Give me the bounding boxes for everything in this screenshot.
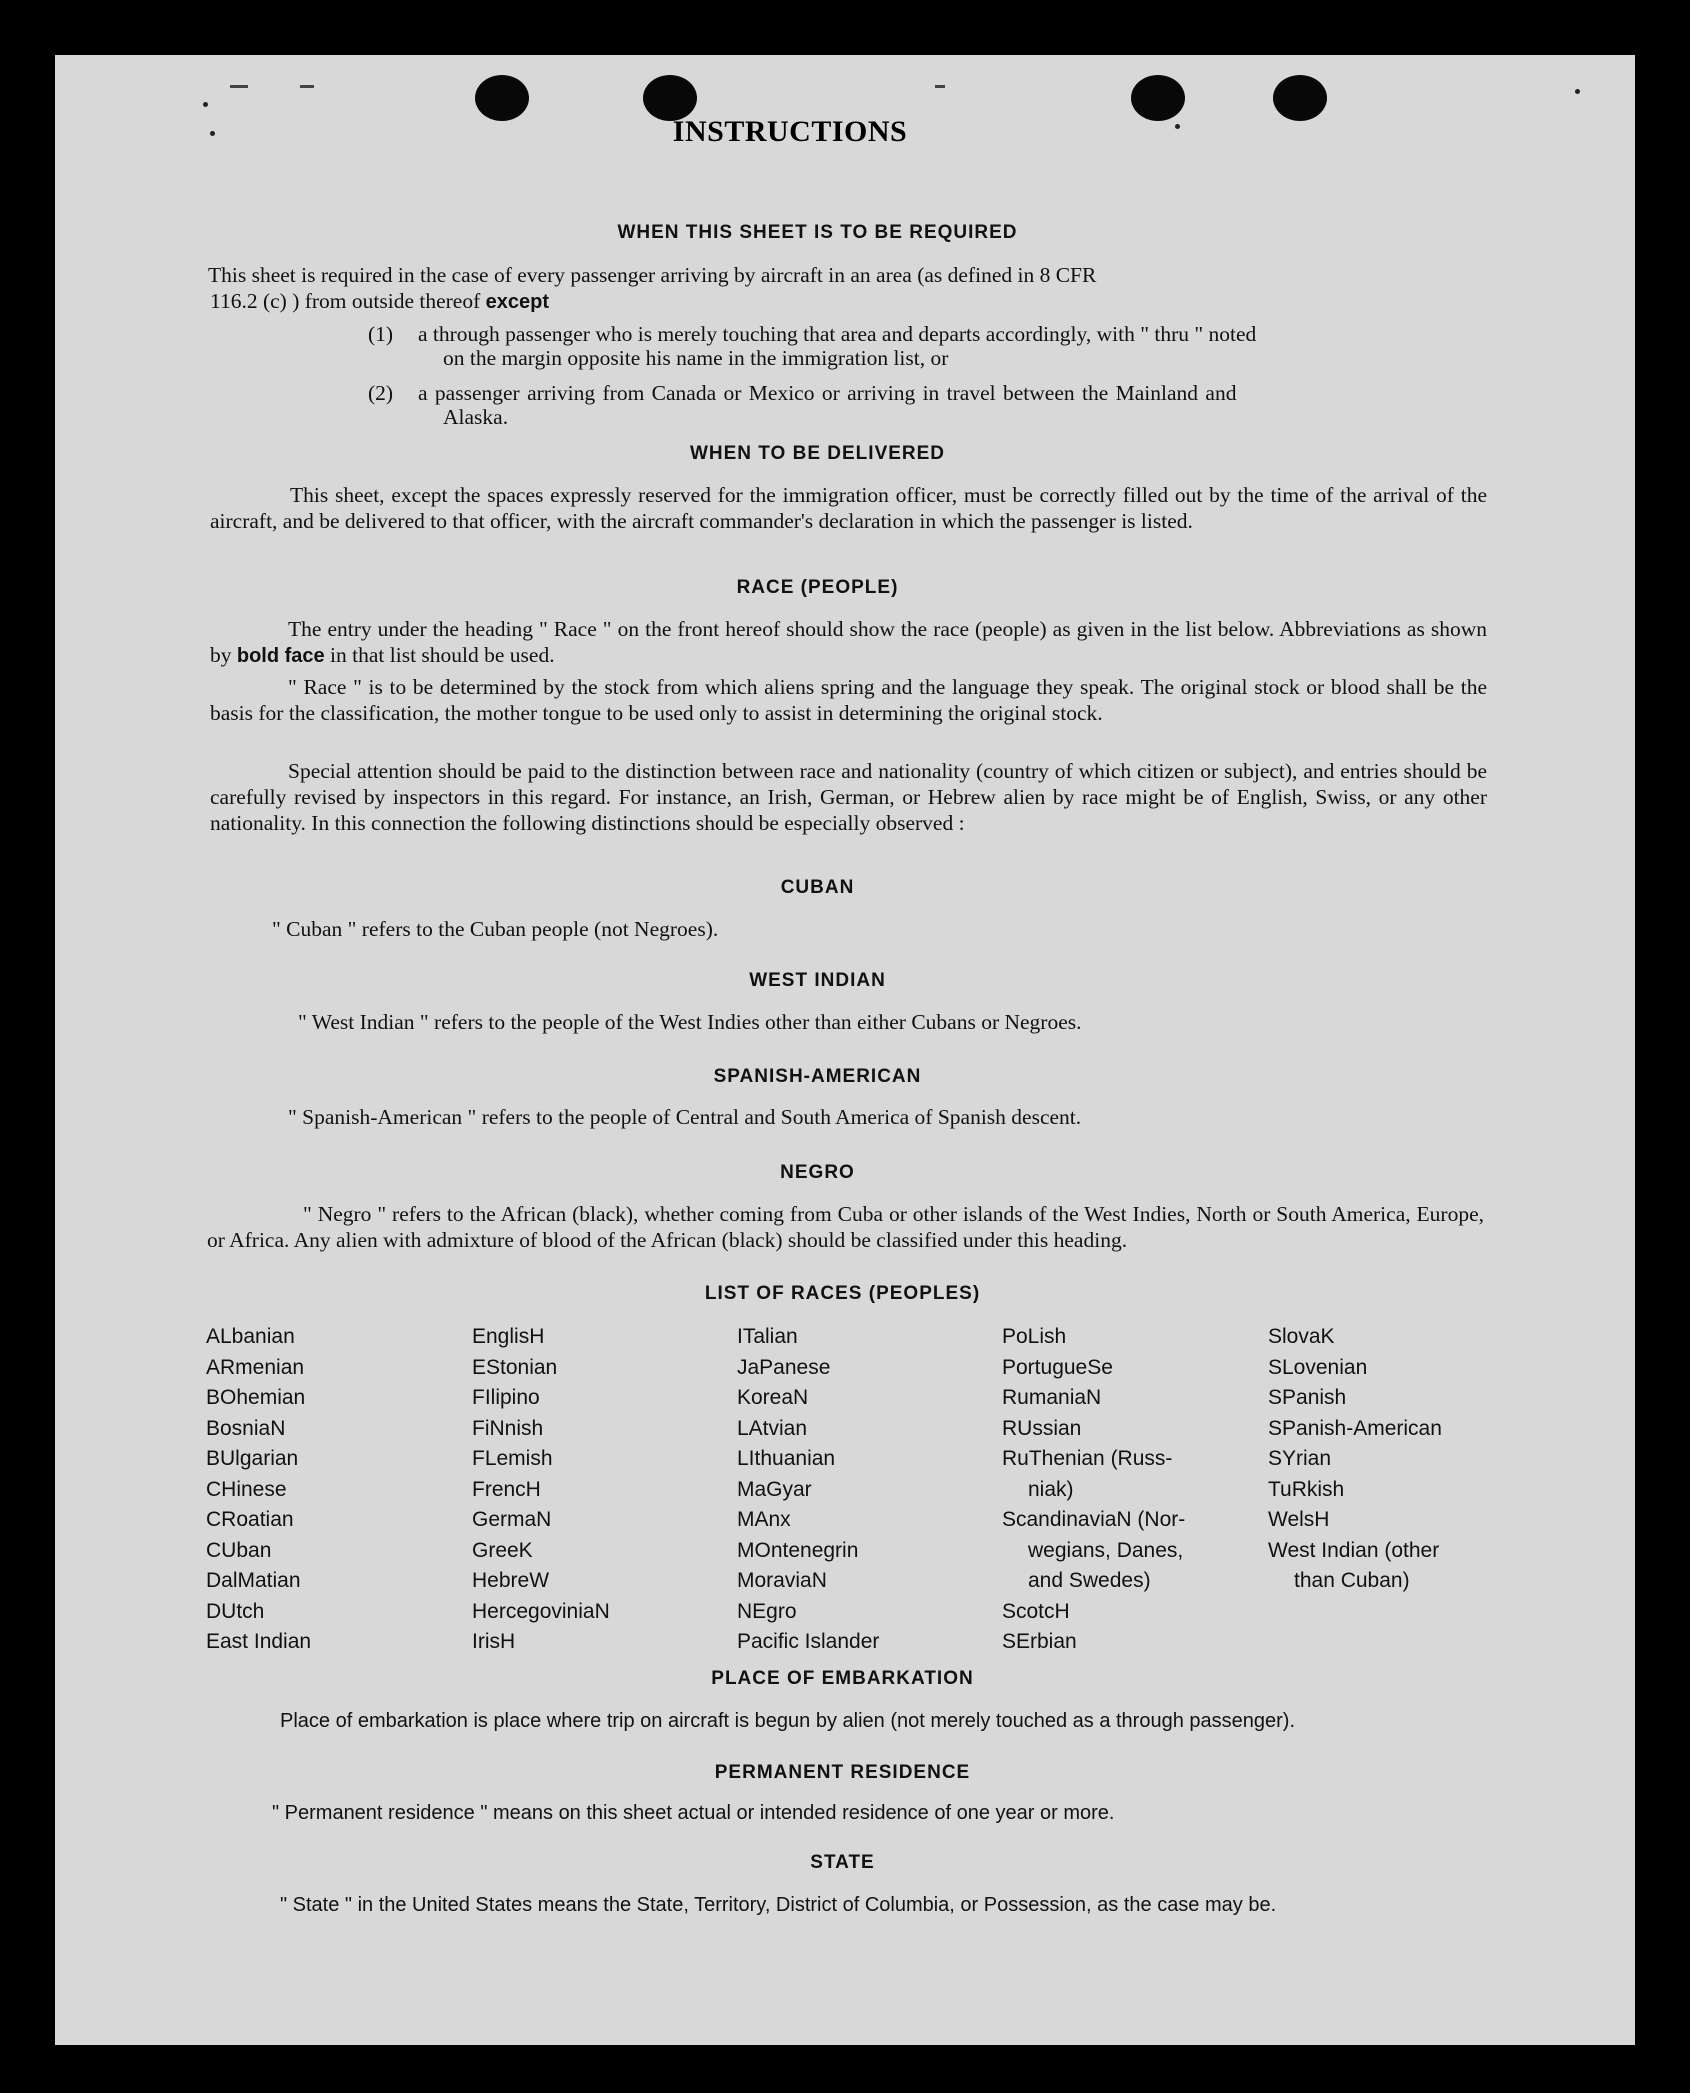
speck (210, 131, 215, 136)
race-entry: than Cuban) (1294, 1569, 1410, 1592)
race-entry: SYrian (1268, 1447, 1332, 1470)
section-heading-race: RACE (PEOPLE) (736, 577, 899, 598)
race-entry: IrisH (472, 1630, 516, 1653)
race-entry: SLovenian (1268, 1355, 1368, 1379)
punch-hole (1131, 75, 1185, 121)
spanish-american-text: " Spanish-American " refers to the people of Central and South America of Spanish descent. (288, 1105, 1082, 1129)
section-heading-cuban: CUBAN (780, 877, 855, 898)
section-heading-state: STATE (810, 1852, 875, 1873)
embarkation-text: Place of embarkation is place where trip on aircraft is begun by alien (not merely touched as a through passenger). (280, 1710, 1295, 1732)
race-p1-bold: bold face (236, 645, 325, 667)
race-entry: CHinese (206, 1477, 287, 1501)
race-entry: GermaN (472, 1508, 552, 1531)
required-intro (208, 262, 1493, 288)
race-entry: FrencH (472, 1477, 541, 1501)
section-heading-list-of-races: LIST OF RACES (PEOPLES) (704, 1283, 981, 1304)
race-entry: MoraviaN (737, 1569, 827, 1592)
race-entry: BUlgarian (206, 1447, 299, 1470)
punch-hole (475, 75, 529, 121)
race-entry: ScotcH (1002, 1599, 1070, 1623)
race-entry: CUban (206, 1538, 272, 1562)
race-entry: FIlipino (472, 1386, 540, 1409)
cuban-text: " Cuban " refers to the Cuban people (not Negroes). (272, 917, 719, 941)
race-entry: HebreW (472, 1569, 550, 1592)
race-entry: LIthuanian (737, 1447, 836, 1470)
race-entry: FiNnish (472, 1416, 544, 1440)
race-entry: ITalian (737, 1325, 798, 1348)
race-p1-end: in that list should be used. (330, 643, 555, 667)
race-entry: FLemish (472, 1447, 553, 1470)
punch-hole (1273, 75, 1327, 121)
race-column-3 (737, 1322, 879, 1658)
required-except: except (485, 291, 550, 313)
speck (203, 102, 208, 107)
race-entry: ALbanian (206, 1325, 295, 1348)
required-item-1-line2: on the margin opposite his name in the immigration list, or (443, 346, 949, 370)
required-intro-2 (210, 288, 1110, 315)
race-entry: KoreaN (737, 1386, 809, 1409)
race-entry: CRoatian (206, 1508, 294, 1531)
required-item-2-line2: Alaska. (443, 405, 509, 429)
section-heading-permanent-residence: PERMANENT RESIDENCE (714, 1762, 971, 1783)
race-entry: EnglisH (472, 1325, 545, 1348)
race-entry: RumaniaN (1002, 1386, 1102, 1409)
race-entry: Pacific Islander (737, 1630, 880, 1653)
race-entry: SPanish (1268, 1386, 1347, 1409)
required-item-1-num: (1) (368, 322, 394, 346)
race-entry: HercegoviniaN (472, 1599, 610, 1623)
race-entry: MAnx (737, 1508, 791, 1531)
edge-mark (230, 85, 248, 88)
race-paragraph-2: " Race " is to be determined by the stock from which aliens spring and the language they speak. The original stock or blood shall be the basis for the classification, the mother tongue to be used only to assist in determining the original stock. (210, 675, 1487, 725)
speck (1175, 124, 1180, 129)
race-entry: SPanish-American (1268, 1416, 1442, 1440)
race-entry: PoLish (1002, 1325, 1067, 1348)
race-entry: GreeK (472, 1538, 533, 1562)
required-intro-line1: This sheet is required in the case of every passenger arriving by aircraft in an area (as defined in 8 CFR (208, 263, 1097, 287)
race-entry: JaPanese (737, 1355, 831, 1379)
race-entry: SErbian (1002, 1630, 1077, 1653)
required-intro-line2: 116.2 (c) ) from outside thereof (210, 289, 481, 313)
section-heading-when-delivered: WHEN TO BE DELIVERED (689, 443, 946, 464)
race-entry: and Swedes) (1028, 1569, 1151, 1592)
required-item-1-line1: a through passenger who is merely touching that area and departs accordingly, with " thru " noted (418, 322, 1257, 346)
race-entry: PortugueSe (1002, 1355, 1113, 1379)
race-entry: SlovaK (1268, 1325, 1335, 1348)
race-paragraph-1 (210, 616, 1487, 669)
race-entry: DalMatian (206, 1569, 301, 1592)
race-entry: BosniaN (206, 1416, 286, 1440)
race-entry: DUtch (206, 1599, 265, 1623)
section-heading-embarkation: PLACE OF EMBARKATION (711, 1668, 974, 1689)
section-heading-spanish-american: SPANISH-AMERICAN (713, 1066, 922, 1087)
race-p1-start: The entry under the heading " Race " on the front hereof should show the race (people) as given in the list below. Abbreviations as shown by (210, 617, 1487, 667)
race-column-4 (1002, 1322, 1185, 1658)
race-entry: TuRkish (1268, 1477, 1345, 1501)
delivered-text: This sheet, except the spaces expressly reserved for the immigration officer, must be correctly filled out by the time of the arrival of the aircraft, and be delivered to that officer, with the aircraft commander's declaration in which the passenger is listed. (210, 483, 1487, 533)
west-indian-text: " West Indian " refers to the people of the West Indies other than either Cubans or Negroes. (298, 1010, 1082, 1034)
race-entry: RuThenian (Russ- (1002, 1447, 1173, 1470)
race-entry: West Indian (other (1268, 1538, 1440, 1562)
race-entry: WelsH (1268, 1508, 1330, 1531)
race-entry: RUssian (1002, 1416, 1082, 1440)
required-item-2-num: (2) (368, 381, 394, 405)
race-column-2 (472, 1322, 610, 1658)
edge-mark (300, 85, 314, 88)
section-heading-when-required: WHEN THIS SHEET IS TO BE REQUIRED (617, 222, 1018, 243)
race-entry: MaGyar (737, 1477, 812, 1501)
race-entry: MOntenegrin (737, 1538, 859, 1562)
race-entry: wegians, Danes, (1028, 1538, 1184, 1562)
race-entry: EStonian (472, 1355, 558, 1379)
race-column-5 (1268, 1322, 1442, 1597)
race-entry: NEgro (737, 1599, 797, 1623)
race-entry: ARmenian (206, 1355, 305, 1379)
race-entry: ScandinaviaN (Nor- (1002, 1508, 1186, 1531)
race-entry: BOhemian (206, 1386, 306, 1409)
page-title: INSTRUCTIONS (672, 115, 908, 148)
section-heading-west-indian: WEST INDIAN (749, 970, 886, 991)
speck (1575, 89, 1580, 94)
race-entry: LAtvian (737, 1416, 808, 1440)
section-heading-negro: NEGRO (780, 1162, 855, 1183)
race-entry: niak) (1028, 1477, 1074, 1501)
race-paragraph-3: Special attention should be paid to the distinction between race and nationality (country of which citizen or subject), and entries should be carefully revised by inspectors in this regard. For instance, an Irish, German, or Hebrew alien by race might be of English, Swiss, or any other nationality. In this connection the following distinctions should be especially observed : (210, 759, 1487, 835)
negro-text: " Negro " refers to the African (black), whether coming from Cuba or other islands of the West Indies, North or South America, Europe, or Africa. Any alien with admixture of blood of the African (black) should be classified under this heading. (207, 1202, 1484, 1252)
state-text: " State " in the United States means the State, Territory, District of Columbia, or Possession, as the case may be. (280, 1894, 1277, 1916)
permanent-residence-text: " Permanent residence " means on this sheet actual or intended residence of one year or more. (272, 1802, 1115, 1824)
required-item-2-line1: a passenger arriving from Canada or Mexico or arriving in travel between the Mainland and (418, 381, 1237, 405)
race-column-1 (206, 1322, 311, 1658)
race-entry: East Indian (206, 1630, 312, 1653)
edge-mark (935, 85, 945, 88)
